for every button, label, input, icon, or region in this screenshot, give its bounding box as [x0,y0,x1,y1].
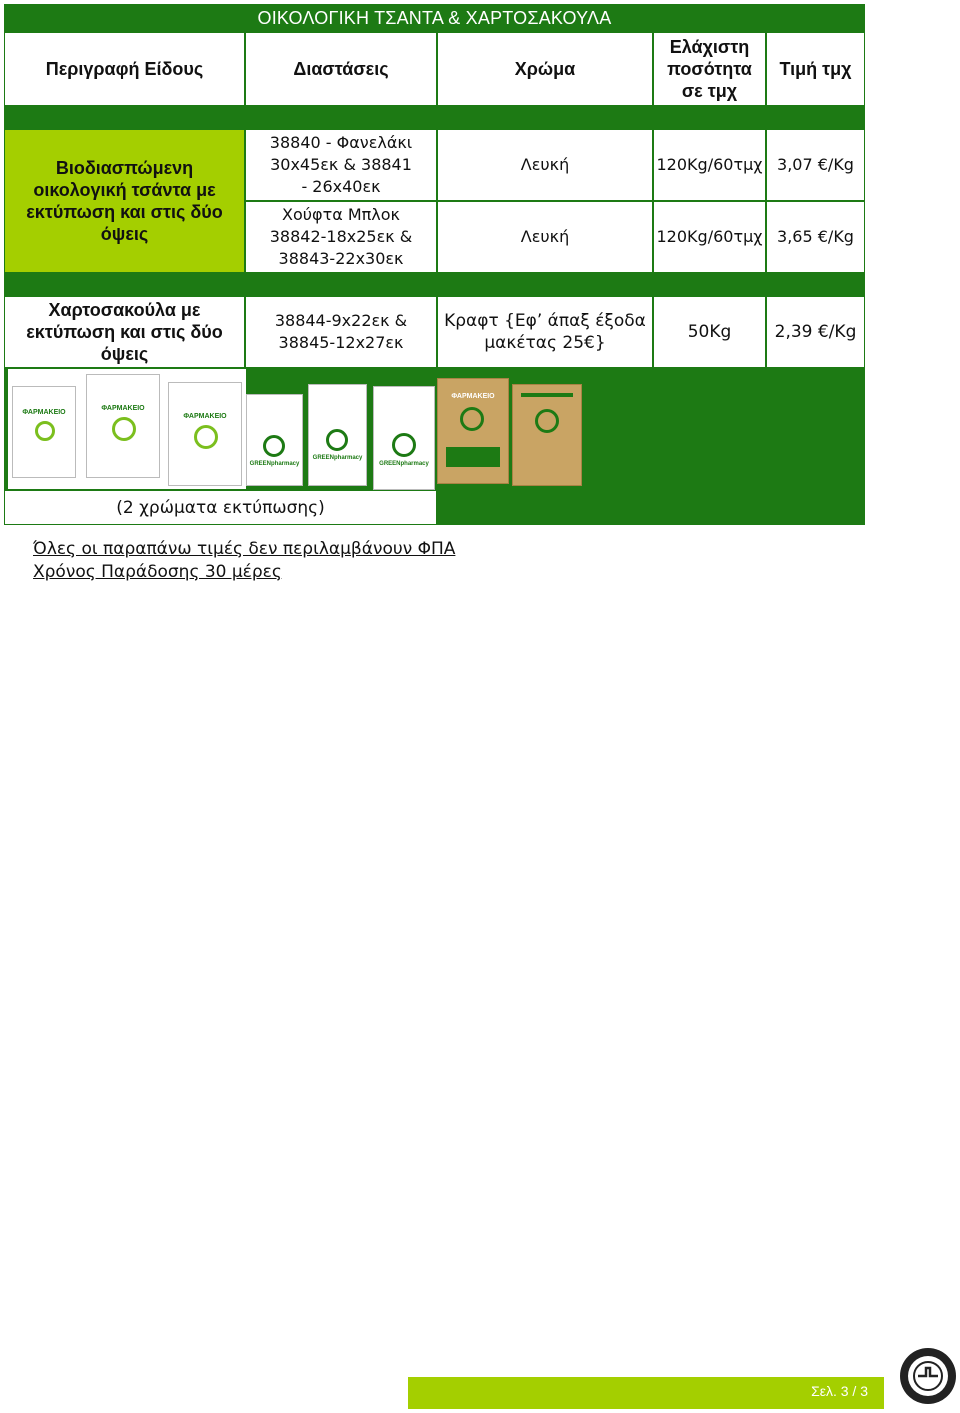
header-dimensions: Διαστάσεις [246,33,436,105]
bag-photo-4-brand: GREENpharmacy [249,461,300,467]
row1-variant1-dimensions: 38840 - Φανελάκι 30x45εκ & 38841 - 26x40εκ [246,130,436,200]
row2-description: Χαρτοσακούλα με εκτύπωση και στις δύο όψεις [5,297,244,367]
row2-dimensions: 38844-9x22εκ & 38845-12x27εκ [246,297,436,367]
image-caption: (2 χρώματα εκτύπωσης) [5,491,436,524]
bag-photo-6-logo [392,433,416,457]
vat-note: Όλες οι παραπάνω τιμές δεν περιλαμβάνουν ΦΠΑ [33,539,456,559]
row1-variant2-dimensions: Χούφτα Μπλοκ 38842-18x25εκ & 38843-22x30εκ [246,202,436,272]
row1-variant2-min-qty: 120Kg/60τμχ [654,202,765,272]
header-price: Τιμή τμχ [767,33,864,105]
row1-variant1-price: 3,07 €/Kg [767,130,864,200]
delivery-note: Χρόνος Παράδοσης 30 μέρες [33,562,282,582]
row1-variant2-color: Λευκή [438,202,652,272]
bag-photo-3-label: ΦΑΡΜΑΚΕΙΟ [183,413,227,420]
kraft-bag-photo-1-label: ΦΑΡΜΑΚΕΙΟ [451,393,495,400]
bag-photo-4 [246,394,303,486]
kraft-bag-photo-2-print [521,393,573,397]
bag-photo-1-label: ΦΑΡΜΑΚΕΙΟ [22,409,66,416]
row1-variant2-price: 3,65 €/Kg [767,202,864,272]
bag-photo-1-logo [35,421,55,441]
bag-photo-1 [12,386,76,478]
bag-photo-5 [308,384,367,486]
row2-color: Κραφτ {Εφ’ άπαξ έξοδα μακέτας 25€} [438,297,652,367]
kraft-bag-photo-1-print [446,447,500,467]
bag-photo-6-brand: GREENpharmacy [379,461,429,467]
certification-badge [898,1346,958,1406]
certification-seal-icon [898,1346,958,1406]
row1-variant1-color: Λευκή [438,130,652,200]
footer-bar [408,1377,884,1409]
bag-photo-5-brand: GREENpharmacy [312,455,363,461]
bag-photo-2-logo [112,417,136,441]
table-title: ΟΙΚΟΛΟΓΙΚΗ ΤΣΑΝΤΑ & ΧΑΡΤΟΣΑΚΟΥΛΑ [257,8,612,28]
kraft-bag-photo-1-logo [460,407,484,431]
kraft-bag-photo-1 [437,378,509,484]
bag-photo-3-logo [194,425,218,449]
bag-photo-2-label: ΦΑΡΜΑΚΕΙΟ [101,405,145,412]
page-number: Σελ. 3 / 3 [811,1383,868,1399]
row1-variant1-min-qty: 120Kg/60τμχ [654,130,765,200]
kraft-bag-photo-2 [512,384,582,486]
bag-photo-4-logo [263,435,285,457]
row2-price: 2,39 €/Kg [767,297,864,367]
bag-photo-5-logo [326,429,348,451]
header-description: Περιγραφή Είδους [5,33,244,105]
header-color: Χρώμα [438,33,652,105]
bag-photo-2 [86,374,160,478]
row2-min-qty: 50Kg [654,297,765,367]
bag-photo-3 [168,382,242,486]
bag-photo-6 [373,386,435,490]
kraft-bag-photo-2-logo [535,409,559,433]
row1-description: Βιοδιασπώμενη οικολογική τσάντα με εκτύπωση και στις δύο όψεις [5,130,244,272]
header-min-qty: Ελάχιστη ποσότητα σε τμχ [654,33,765,105]
price-table [4,4,865,525]
